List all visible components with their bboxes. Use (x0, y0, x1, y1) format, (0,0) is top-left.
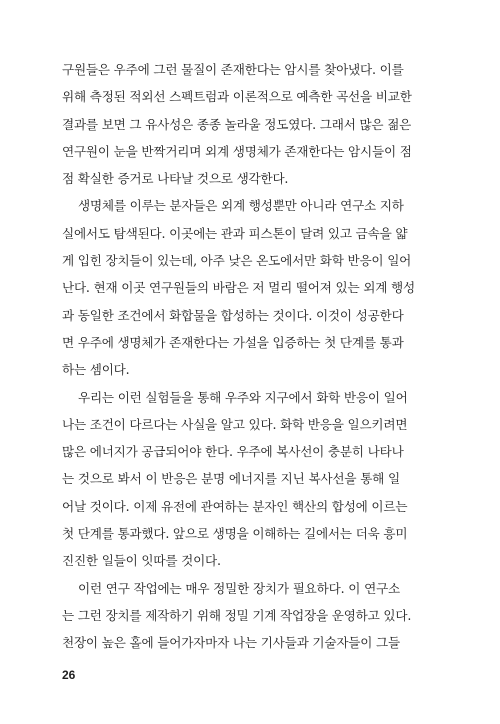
text-line: 연구원이 눈을 반짝거리며 외계 생명체가 존재한다는 암시들이 점 (62, 143, 412, 159)
text-line: 첫 단계를 통과했다. 앞으로 생명을 이해하는 길에서는 더욱 흥미 (62, 526, 408, 542)
text-line: 어날 것이다. 이제 유전에 관여하는 분자인 핵산의 합성에 이르는 (62, 498, 408, 514)
text-line: 우리는 이런 실험들을 통해 우주와 지구에서 화학 반응이 일어 (78, 389, 408, 405)
text-line: 천장이 높은 홀에 들어가자마자 나는 기사들과 기술자들이 그들 (62, 635, 400, 651)
text-line: 진진한 일들이 잇따를 것이다. (62, 553, 221, 569)
text-line: 구원들은 우주에 그런 물질이 존재한다는 암시를 찾아냈다. 이를 (62, 62, 404, 77)
text-line: 생명체를 이루는 분자들은 외계 행성뿐만 아니라 연구소 지하 (78, 198, 404, 214)
text-line: 과 동일한 조건에서 화합물을 합성하는 것이다. 이것이 성공한다 (62, 307, 404, 323)
text-line: 많은 에너지가 공급되어야 한다. 우주에 복사선이 충분히 나타나 (62, 444, 404, 460)
text-line: 이런 연구 작업에는 매우 정밀한 장치가 필요하다. 이 연구소 (78, 580, 400, 596)
text-line: 난다. 현재 이곳 연구원들의 바람은 저 멀리 떨어져 있는 외계 행성 (62, 280, 415, 296)
text-line: 점 확실한 증거로 나타날 것으로 생각한다. (62, 171, 289, 187)
text-line: 는 것으로 봐서 이 반응은 분명 에너지를 지닌 복사선을 통해 일 (62, 471, 400, 487)
text-line: 나는 조건이 다르다는 사실을 알고 있다. 화학 반응을 일으키려면 (62, 416, 408, 432)
text-line: 는 그런 장치를 제작하기 위해 정밀 기계 작업장을 운영하고 있다. (62, 607, 412, 623)
body-text (62, 56, 415, 657)
text-line: 하는 셈이다. (62, 362, 130, 378)
text-line: 게 입힌 장치들이 있는데, 아주 낮은 온도에서만 화학 반응이 일어 (62, 253, 412, 269)
text-line: 면 우주에 생명체가 존재한다는 가설을 입증하는 첫 단계를 통과 (62, 334, 404, 350)
text-line: 실에서도 탐색된다. 이곳에는 관과 피스톤이 달려 있고 금속을 얇 (62, 225, 408, 241)
page-number: 26 (62, 668, 76, 682)
text-line: 결과를 보면 그 유사성은 종종 놀라울 정도였다. 그래서 많은 젊은 (62, 116, 412, 132)
text-line: 위해 측정된 적외선 스펙트럼과 이론적으로 예측한 곡선을 비교한 (62, 89, 412, 105)
